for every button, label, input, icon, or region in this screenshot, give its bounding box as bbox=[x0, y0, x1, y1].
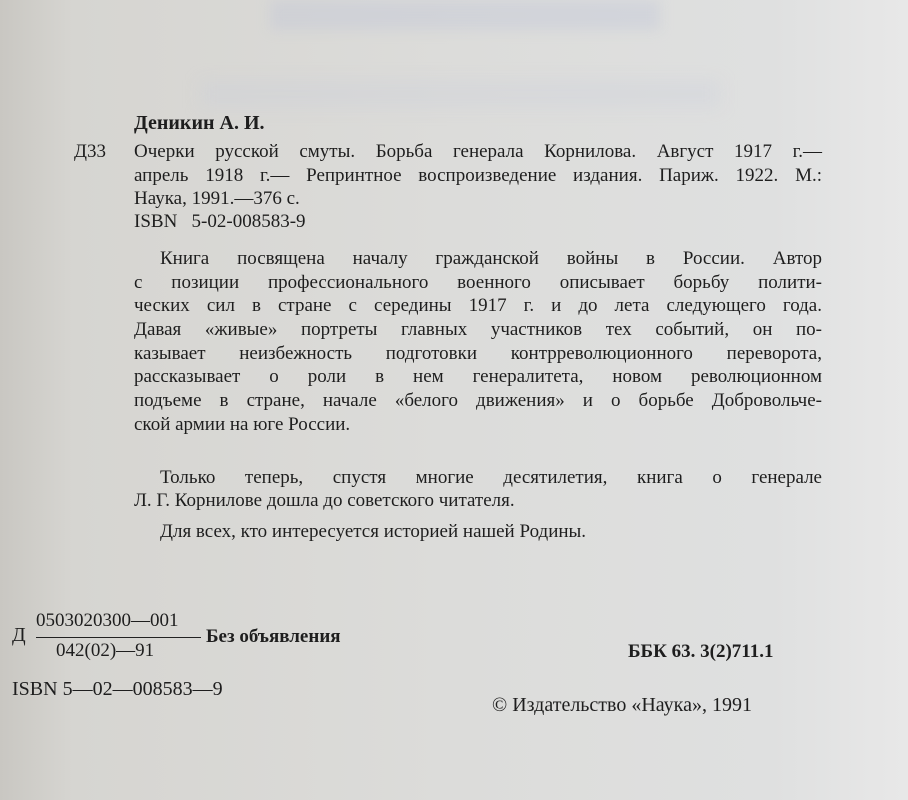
fraction-bar bbox=[36, 637, 201, 638]
author-name: Деникин А. И. bbox=[134, 112, 265, 134]
annotation-line: ской армии на юге России. bbox=[134, 414, 351, 435]
isbn-top: ISBN 5-02-008583-9 bbox=[134, 211, 306, 232]
index-note: Без объявления bbox=[206, 626, 341, 647]
catalog-code: Д33 bbox=[74, 141, 106, 162]
annotation-line: казывает неизбежность подготовки контрреволюционного переворота, bbox=[134, 343, 822, 364]
bibliographic-line: Очерки русской смуты. Борьба генерала Корнилова. Август 1917 г.— bbox=[134, 141, 822, 162]
paragraph-line: Только теперь, спустя многие десятилетия, книга о генерале bbox=[160, 467, 822, 488]
show-through-text bbox=[200, 80, 720, 108]
isbn-bottom: ISBN 5—02—008583—9 bbox=[12, 678, 223, 700]
bbk-code: ББК 63. 3(2)711.1 bbox=[628, 641, 774, 662]
annotation-line: с позиции профессионального военного описывает борьбу полити- bbox=[134, 272, 822, 293]
index-denominator: 042(02)—91 bbox=[56, 640, 155, 661]
bibliographic-line: апрель 1918 г.— Репринтное воспроизведение издания. Париж. 1922. М.: bbox=[134, 165, 822, 186]
show-through-text bbox=[270, 0, 660, 30]
annotation-line: Давая «живые» портреты главных участников тех событий, он по- bbox=[134, 319, 822, 340]
copyright-line: © Издательство «Наука», 1991 bbox=[492, 694, 752, 716]
paragraph-line: Для всех, кто интересуется историей нашей Родины. bbox=[160, 521, 587, 542]
index-numerator: 0503020300—001 bbox=[36, 610, 179, 631]
bibliographic-line: Наука, 1991.—376 с. bbox=[134, 188, 300, 209]
annotation-line: ческих сил в стране с середины 1917 г. и до лета следующего года. bbox=[134, 295, 822, 316]
index-letter: Д bbox=[12, 624, 26, 646]
annotation-line: Книга посвящена началу гражданской войны в России. Автор bbox=[160, 248, 822, 269]
annotation-line: подъеме в стране, начале «белого движения» и о борьбе Добровольче- bbox=[134, 390, 822, 411]
annotation-line: рассказывает о роли в нем генералитета, новом революционном bbox=[134, 366, 822, 387]
paragraph-line: Л. Г. Корнилове дошла до советского читателя. bbox=[134, 490, 515, 511]
